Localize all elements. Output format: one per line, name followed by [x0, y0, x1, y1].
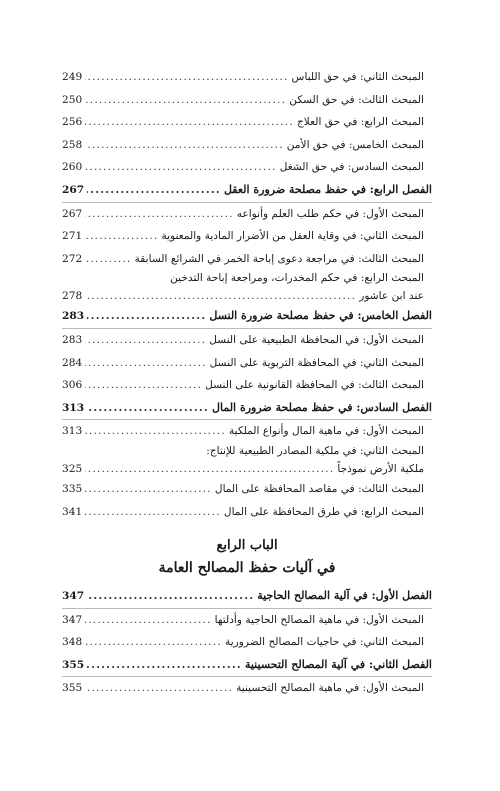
page-number: 258 [62, 138, 83, 151]
dot-leader [85, 89, 286, 112]
page-number: 260 [62, 161, 83, 174]
toc-section [62, 203, 432, 226]
toc-chapter [62, 179, 432, 203]
toc-entry-title: المبحث الأول: في ماهية المال وأنواع الملكية [228, 425, 424, 438]
page-number: 355 [62, 682, 83, 695]
toc-section [62, 609, 432, 632]
toc-entry-title: المبحث الثاني: في حاجيات المصالح الضرورية [225, 636, 424, 649]
toc-chapter [62, 654, 432, 678]
page-number: 313 [62, 401, 85, 414]
page-number: 250 [62, 93, 83, 106]
toc-entry-title: الفصل الثاني: في آلية المصالح التحسينية [244, 657, 432, 671]
toc-entry-title: المبحث الأول: في المحافظة الطبيعية على النسل [209, 333, 424, 346]
dot-leader [85, 374, 202, 397]
toc-chapter [62, 397, 432, 421]
dot-leader [87, 654, 242, 677]
toc-entry-title: الفصل الرابع: في حفظ مصلحة ضرورة العقل [223, 182, 432, 196]
table-of-contents [62, 66, 432, 700]
toc-entry-title-line2: ملكية الأرض نموذجاً [337, 462, 424, 475]
page-number: 313 [62, 425, 83, 438]
dot-leader [85, 352, 206, 375]
page-number: 256 [62, 116, 83, 129]
dot-leader [87, 179, 221, 202]
toc-entry-title-line1: المبحث الثاني: في ملكية المصادر الطبيعية للإنتاج: [206, 444, 424, 457]
dot-leader [85, 478, 212, 501]
part-title: في آليات حفظ المصالح العامة [158, 560, 336, 577]
part-heading [62, 535, 432, 579]
page-number: 271 [62, 230, 83, 243]
dot-leader [87, 397, 209, 420]
page-number: 348 [62, 636, 83, 649]
toc-section [62, 329, 432, 352]
toc-chapter [62, 585, 432, 609]
toc-section [62, 89, 432, 112]
toc-group-3 [62, 478, 432, 523]
dot-leader [85, 609, 211, 632]
dot-leader [85, 501, 221, 524]
toc-section [62, 134, 432, 157]
toc-section [62, 248, 432, 271]
dot-leader [87, 305, 206, 328]
page-number: 341 [62, 505, 83, 518]
toc-entry-title: المبحث الرابع: في حق العلاج [296, 116, 424, 129]
dot-leader [87, 585, 254, 608]
toc-entry-title: المبحث السادس: في حق الشغل [279, 161, 424, 174]
page-number: 335 [62, 482, 83, 495]
toc-entry-title: المبحث الرابع: في طرق المحافظة على المال [223, 505, 424, 518]
toc-entry-title-line2: عند ابن عاشور [359, 290, 424, 303]
dot-leader [85, 225, 158, 248]
toc-section [62, 66, 432, 89]
dot-leader [85, 66, 288, 89]
dot-leader [85, 156, 276, 179]
toc-entry-title: المبحث الثالث: في مقاصد المحافظة على المال [214, 482, 424, 495]
toc-entry-title: المبحث الأول: في ماهية المصالح التحسينية [236, 682, 424, 695]
toc-section [62, 111, 432, 134]
page-number: 284 [62, 356, 83, 369]
toc-entry-wrapped [62, 443, 432, 478]
page-number: 306 [62, 379, 83, 392]
dot-leader [85, 677, 233, 700]
toc-entry-title: المبحث الثاني: في حق اللباس [291, 71, 424, 83]
dot-leader [85, 134, 284, 157]
toc-section [62, 225, 432, 248]
toc-group-2 [62, 305, 432, 443]
toc-entry-wrapped [62, 270, 432, 305]
page-number: 249 [62, 71, 83, 83]
page-number: 325 [62, 462, 83, 475]
dot-leader [85, 248, 131, 271]
toc-entry-title: المبحث الثالث: في المحافظة القانونية على النسل [205, 379, 424, 392]
dot-leader [85, 287, 356, 305]
toc-group-1 [62, 66, 432, 270]
toc-entry-title: الفصل السادس: في حفظ مصلحة ضرورة المال [212, 400, 432, 414]
dot-leader [85, 420, 226, 443]
dot-leader [85, 329, 206, 352]
page-number: 347 [62, 613, 83, 626]
toc-section [62, 420, 432, 443]
toc-entry-title: المبحث الخامس: في حق الأمن [286, 138, 424, 151]
page-number: 283 [62, 310, 85, 323]
toc-entry-title: الفصل الأول: في آلية المصالح الحاجية [257, 589, 432, 603]
toc-section [62, 156, 432, 179]
toc-entry-title-line1: المبحث الرابع: في حكم المخدرات، ومراجعة إباحة التدخين [170, 272, 424, 285]
part-label: الباب الرابع [216, 538, 278, 554]
dot-leader [85, 203, 234, 226]
page-number: 355 [62, 658, 85, 671]
toc-entry-title: الفصل الخامس: في حفظ مصلحة ضرورة النسل [209, 309, 432, 323]
dot-leader [85, 111, 294, 134]
page-number: 267 [62, 207, 83, 220]
toc-entry-title: المبحث الثالث: في حق السكن [289, 93, 424, 106]
toc-section [62, 374, 432, 397]
toc-entry-title: المبحث الثاني: في المحافظة التربوية على النسل [209, 356, 424, 369]
dot-leader [85, 631, 222, 654]
toc-section [62, 501, 432, 524]
page-number: 272 [62, 252, 83, 265]
toc-entry-title: المبحث الثالث: في مراجعة دعوى إباحة الخمر في الشرائع السابقة [134, 252, 424, 265]
toc-section [62, 677, 432, 700]
dot-leader [85, 460, 334, 478]
toc-section [62, 631, 432, 654]
toc-group-4 [62, 585, 432, 700]
toc-section [62, 352, 432, 375]
toc-entry-title: المبحث الأول: في ماهية المصالح الحاجية وأدلتها [214, 613, 424, 626]
toc-section [62, 478, 432, 501]
toc-entry-title: المبحث الثاني: في وقاية العقل من الأضرار المادية والمعنوية [161, 230, 424, 243]
page-number: 283 [62, 333, 83, 346]
toc-chapter [62, 305, 432, 329]
toc-entry-title: المبحث الأول: في حكم طلب العلم وأنواعه [236, 207, 424, 220]
page-number: 278 [62, 290, 83, 303]
page-number: 347 [62, 590, 85, 603]
page-number: 267 [62, 183, 85, 196]
